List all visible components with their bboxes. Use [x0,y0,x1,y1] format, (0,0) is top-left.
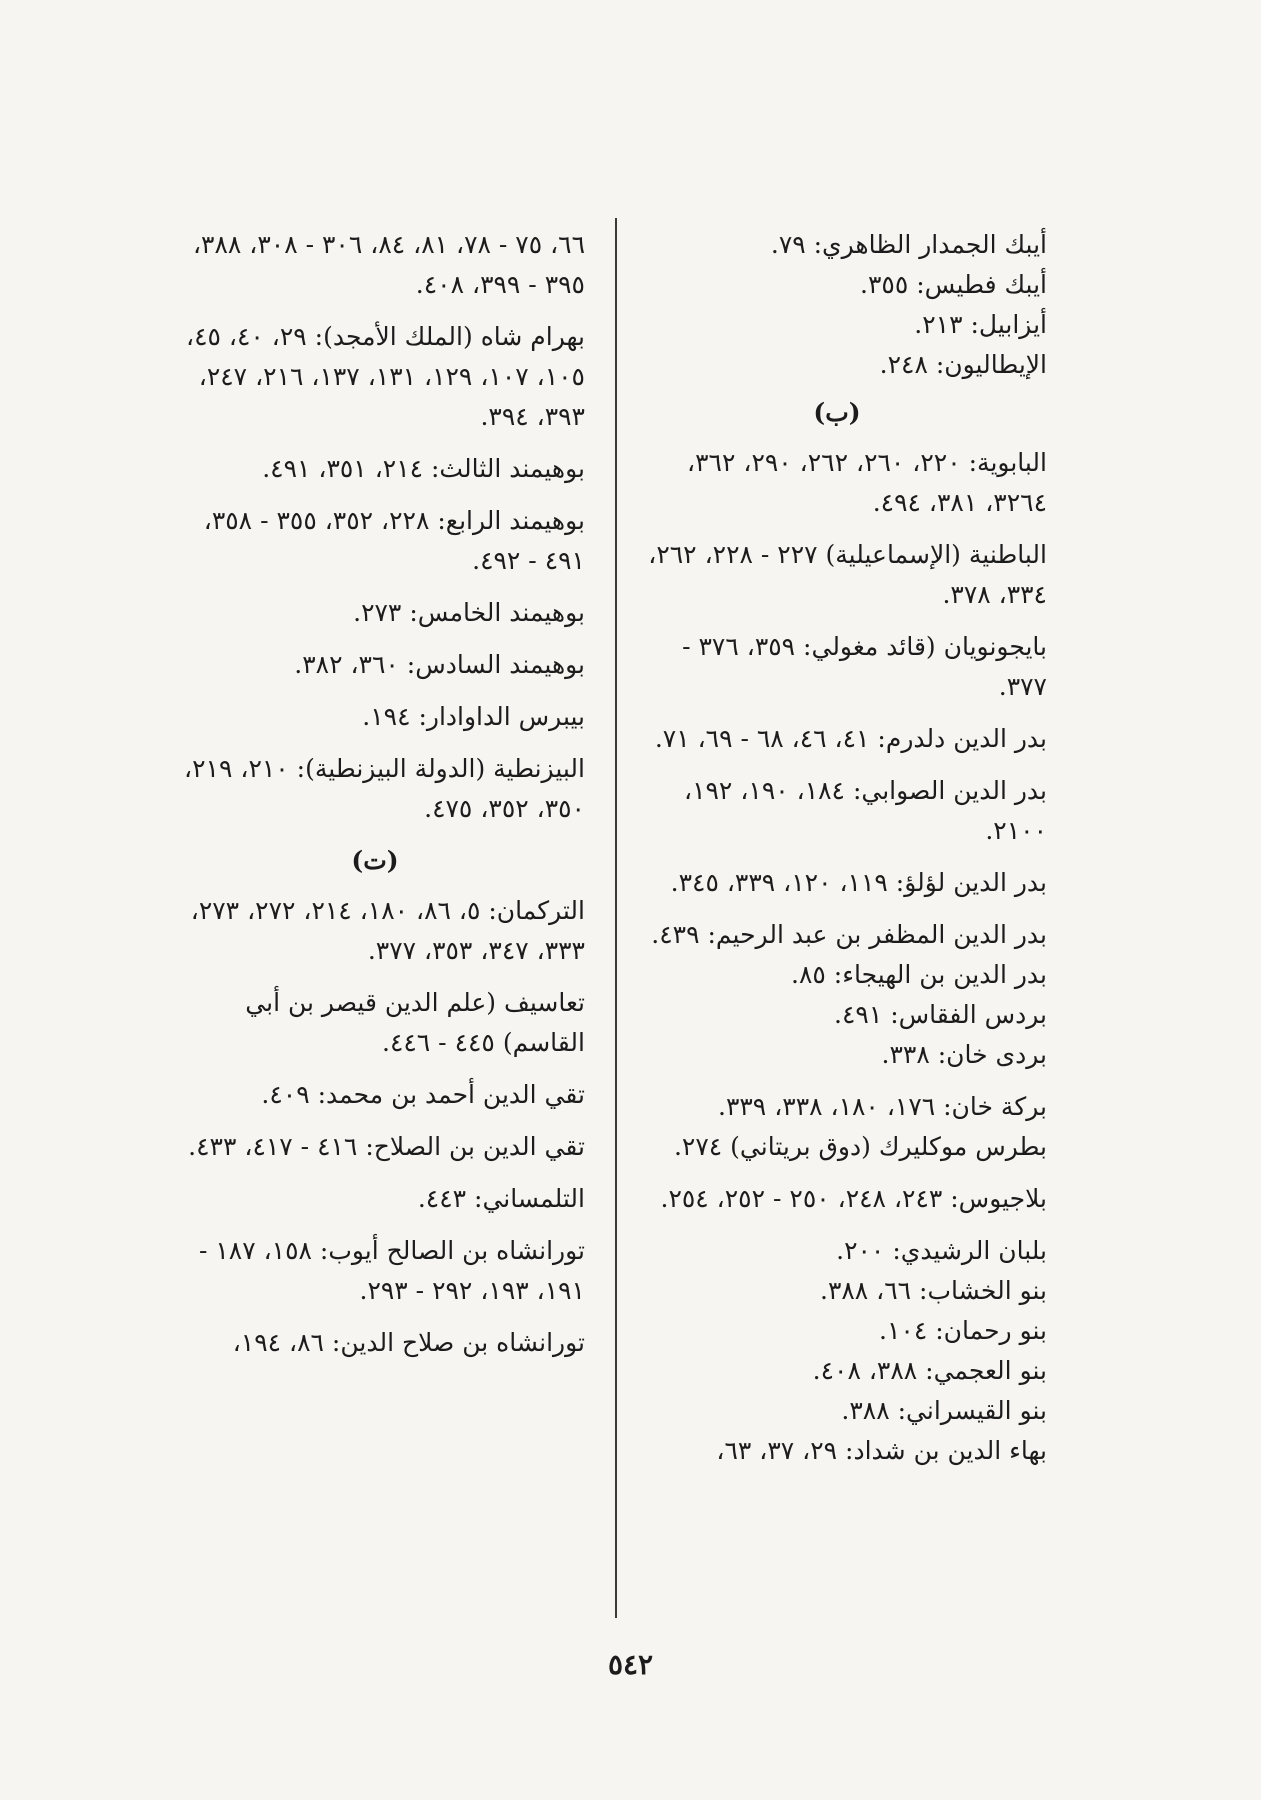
index-entry: بنو العجمي: ٣٨٨، ٤٠٨. [812,1356,1047,1385]
index-entry: أيبك فطيس: ٣٥٥. [860,270,1047,299]
index-section-heading: (ت) [351,846,399,875]
index-column-right [627,225,1047,1471]
index-entry: بطرس موكليرك (دوق بريتاني) ٢٧٤. [673,1132,1047,1161]
index-entry: بنو الخشاب: ٦٦، ٣٨٨. [819,1276,1047,1305]
index-entry: بوهيمند السادس: ٣٦٠، ٣٨٢. [294,650,585,679]
index-entry: أيبك الجمدار الظاهري: ٧٩. [770,230,1047,259]
index-entry: الباطنية (الإسماعيلية) ٢٢٧ - ٢٢٨، ٢٦٢، ٣٣٤، ٣٧٨. [648,540,1047,609]
index-entry: تورانشاه بن الصالح أيوب: ١٥٨، ١٨٧ - ١٩١، ١٩٣، ٢٩٢ - ٢٩٣. [198,1236,585,1305]
index-entry: الإيطاليون: ٢٤٨. [879,350,1047,379]
index-entry: بردى خان: ٣٣٨. [881,1040,1047,1069]
index-entry: تقي الدين بن الصلاح: ٤١٦ - ٤١٧، ٤٣٣. [188,1132,585,1161]
index-entry: بركة خان: ١٧٦، ١٨٠، ٣٣٨، ٣٣٩. [718,1092,1047,1121]
index-section-heading: (ب) [813,398,861,427]
index-entry: بنو رحمان: ١٠٤. [879,1316,1047,1345]
index-entry: بوهيمند الرابع: ٢٢٨، ٣٥٢، ٣٥٥ - ٣٥٨، ٤٩١ - ٤٩٢. [203,506,585,575]
index-entry: تعاسيف (علم الدين قيصر بن أبي القاسم) ٤٤٥ - ٤٤٦. [245,988,585,1057]
page-number: ٥٤٢ [607,1648,654,1681]
column-divider [615,218,617,1618]
index-entry: تقي الدين أحمد بن محمد: ٤٠٩. [261,1080,585,1109]
index-entry: بهاء الدين بن شداد: ٢٩، ٣٧، ٦٣، [716,1436,1047,1465]
index-entry: بردس الفقاس: ٤٩١. [834,1000,1047,1029]
index-entry: بدر الدين المظفر بن عبد الرحيم: ٤٣٩. [651,920,1047,949]
index-entry: بدر الدين لؤلؤ: ١١٩، ١٢٠، ٣٣٩، ٣٤٥. [670,868,1047,897]
index-entry: ٦٦، ٧٥ - ٧٨، ٨١، ٨٤، ٣٠٦ - ٣٠٨، ٣٨٨، ٣٩٥ - ٣٩٩، ٤٠٨. [192,230,585,299]
index-entry: تورانشاه بن صلاح الدين: ٨٦، ١٩٤، [232,1328,585,1357]
index-entry: بوهيمند الثالث: ٢١٤، ٣٥١، ٤٩١. [262,454,585,483]
index-entry: بدر الدين بن الهيجاء: ٨٥. [791,960,1047,989]
index-entry: بايجونويان (قائد مغولي: ٣٥٩، ٣٧٦ - ٣٧٧. [682,632,1047,701]
index-entry: بهرام شاه (الملك الأمجد): ٢٩، ٤٠، ٤٥، ١٠٥، ١٠٧، ١٢٩، ١٣١، ١٣٧، ٢١٦، ٢٤٧، ٣٩٣، ٣٩٤. [186,322,585,431]
index-entry: بيبرس الداوادار: ١٩٤. [362,702,585,731]
index-entry: بدر الدين دلدرم: ٤١، ٤٦، ٦٨ - ٦٩، ٧١. [654,724,1047,753]
index-entry: التلمساني: ٤٤٣. [417,1184,585,1213]
index-entry: بلاجيوس: ٢٤٣، ٢٤٨، ٢٥٠ - ٢٥٢، ٢٥٤. [660,1184,1047,1213]
index-entry: أيزابيل: ٢١٣. [914,310,1047,339]
index-entry: بدر الدين الصوابي: ١٨٤، ١٩٠، ١٩٢، ٢١٠٠. [684,776,1047,845]
index-entry: بنو القيسراني: ٣٨٨. [841,1396,1047,1425]
index-entry: بلبان الرشيدي: ٢٠٠. [836,1236,1047,1265]
index-entry: البابوية: ٢٢٠، ٢٦٠، ٢٦٢، ٢٩٠، ٣٦٢، ٣٢٦٤، ٣٨١، ٤٩٤. [687,448,1047,517]
index-entry: بوهيمند الخامس: ٢٧٣. [353,598,585,627]
index-entry: التركمان: ٥، ٨٦، ١٨٠، ٢١٤، ٢٧٢، ٢٧٣، ٣٣٣، ٣٤٧، ٣٥٣، ٣٧٧. [190,896,585,965]
index-column-left [165,225,585,1363]
index-entry: البيزنطية (الدولة البيزنطية): ٢١٠، ٢١٩، ٣٥٠، ٣٥٢، ٤٧٥. [184,754,585,823]
